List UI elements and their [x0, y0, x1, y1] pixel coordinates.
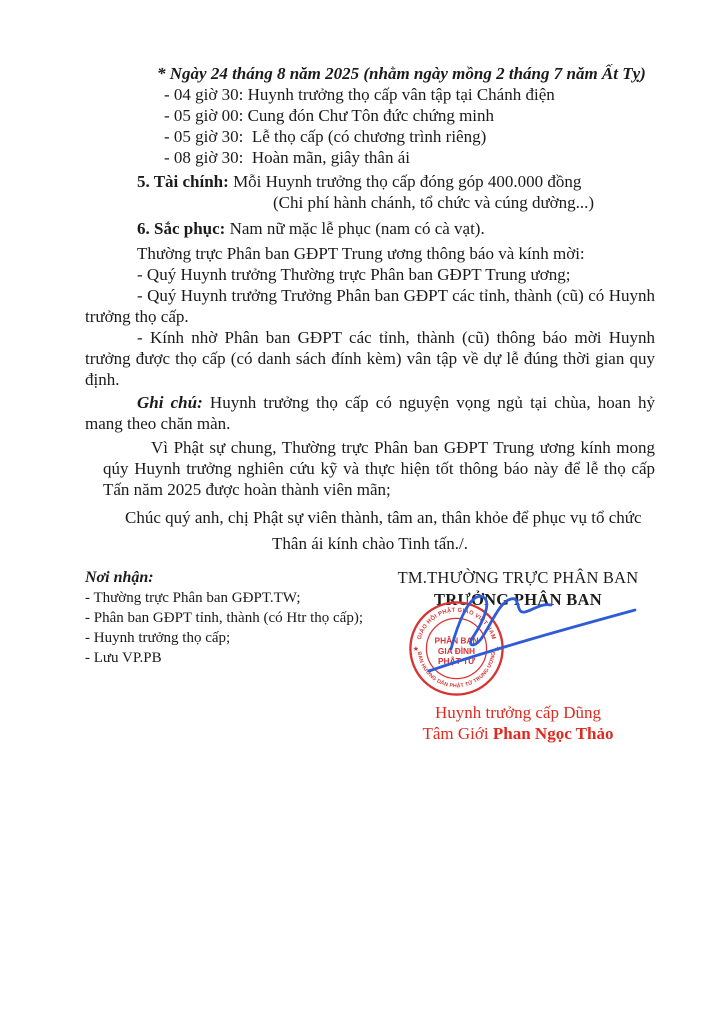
signature-subheading: TRƯỞNG PHÂN BAN — [434, 590, 602, 609]
stamp-arc-top-text: GIÁO HỘI PHẬT GIÁO VIỆT NAM — [416, 607, 497, 641]
footer — [85, 567, 655, 744]
closing-salutation: Thân ái kính chào Tinh tấn./. — [272, 534, 468, 553]
finance-text: Mỗi Huynh trưởng thọ cấp đóng góp 400.000 đồng — [228, 172, 582, 191]
stamp-center-line2: GIA ĐÌNH — [437, 645, 476, 656]
date-line: * Ngày 24 tháng 8 năm 2025 (nhằm ngày mồng 2 tháng 7 năm Ất Tỵ) — [157, 64, 646, 83]
note-label: Ghi chú: — [137, 393, 203, 412]
note-paragraph — [85, 392, 655, 434]
invite-item: - Quý Huynh trưởng Thường trực Phân ban GĐPT Trung ương; — [137, 265, 571, 284]
attire-paragraph — [85, 218, 655, 239]
signer-dharma-name: Tâm Giới — [422, 724, 493, 743]
finance-note: (Chi phí hành chánh, tổ chức và cúng dường...) — [273, 193, 595, 212]
finance-label: 5. Tài chính: — [137, 172, 229, 191]
schedule-item: - 08 giờ 30: Hoàn mãn, giây thân ái — [164, 148, 410, 167]
recipient-item: - Thường trực Phân ban GĐPT.TW; — [85, 590, 301, 606]
recipients-block — [85, 567, 385, 744]
finance-paragraph — [85, 171, 655, 192]
signer-name — [385, 723, 651, 744]
recipient-item: - Huynh trưởng thọ cấp; — [85, 630, 231, 646]
schedule-item: - 05 giờ 00: Cung đón Chư Tôn đức chứng minh — [164, 106, 495, 125]
recipient-item: - Lưu VP.PB — [85, 650, 162, 666]
attire-text: Nam nữ mặc lễ phục (nam có cà vạt). — [225, 219, 485, 238]
note-text: Huynh trưởng thọ cấp có nguyện vọng ngủ tại chùa, hoan hỷ mang theo chăn màn. — [85, 393, 655, 433]
recipient-item: - Phân ban GĐPT tỉnh, thành (có Htr thọ cấp); — [85, 610, 364, 626]
invite-item: - Quý Huynh trưởng Trưởng Phân ban GĐPT các tỉnh, thành (cũ) có Huynh trưởng thọ cấp. — [85, 286, 655, 326]
stamp-center-line1: PHÂN BAN — [434, 635, 479, 646]
signer-title: Huynh trưởng cấp Dũng — [435, 703, 601, 722]
stamp-star-right-icon: ★ — [494, 645, 501, 653]
signature-heading: TM.THƯỜNG TRỰC PHÂN BAN — [397, 568, 639, 587]
stamp-center-line3: PHẬT TỬ — [438, 656, 475, 667]
recipients-title: Nơi nhận: — [85, 569, 154, 586]
invite-intro: Thường trực Phân ban GĐPT Trung ương thông báo và kính mời: — [137, 244, 585, 263]
handwritten-signature-icon — [423, 585, 641, 677]
stamp-arc-bottom-text: BAN HƯỚNG DẪN PHẬT TỬ TRUNG ƯƠNG — [415, 651, 498, 690]
stamp-star-left-icon: ★ — [412, 645, 419, 653]
closing-paragraph: Vì Phật sự chung, Thường trực Phân ban GĐPT Trung ương kính mong qúy Huynh trưởng nghiên cứu kỹ và thực hiện tốt thông báo này để lễ thọ cấp Tấn năm 2025 được hoàn thành viên mãn; — [103, 438, 655, 499]
signer-full-name: Phan Ngọc Thảo — [492, 724, 614, 743]
schedule-list — [85, 84, 655, 168]
schedule-item: - 05 giờ 30: Lễ thọ cấp (có chương trình riêng) — [164, 127, 487, 146]
schedule-item: - 04 giờ 30: Huynh trưởng thọ cấp vân tập tại Chánh điện — [164, 85, 555, 104]
attire-label: 6. Sắc phục: — [137, 219, 226, 238]
closing-wish: Chúc quý anh, chị Phật sự viên thành, tâm an, thân khỏe để phục vụ tổ chức — [125, 508, 642, 527]
signature-block — [385, 567, 651, 744]
invite-item: - Kính nhờ Phân ban GĐPT các tỉnh, thành (cũ) thông báo mời Huynh trưởng được thọ cấp (có danh sách đính kèm) vân tập về dự lễ đúng thời gian quy định. — [85, 328, 655, 389]
